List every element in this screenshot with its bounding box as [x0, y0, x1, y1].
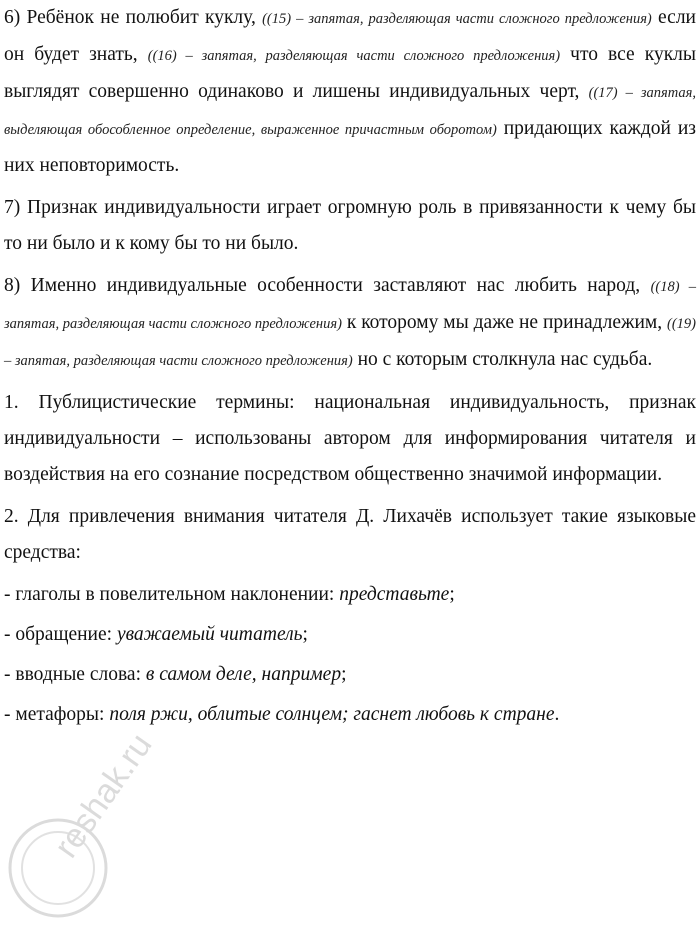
comma-note-15: ((15) – запятая, разделяющая части сложного предложения) [262, 11, 652, 27]
sentence-8 [4, 268, 696, 379]
comma-note-16: ((16) – запятая, разделяющая части сложного предложения) [147, 48, 561, 64]
sentence-6-text-3: что все куклы выглядят совершенно одинаково и лишены индивидуальных черт, [4, 44, 697, 102]
sentence-8-text-2: к которому мы даже не принадлежим, [341, 312, 668, 333]
sentence-8-text-3: но с которым столкнула нас судьба. [352, 349, 653, 370]
list-item-label: - обращение: [4, 624, 117, 645]
comma-note-17: ((17) – запятая, выделяющая обособленное определение, выраженное причастным оборотом) [4, 85, 696, 138]
list-item-label: - метафоры: [4, 704, 110, 725]
list-item [4, 577, 696, 613]
list-item-end: ; [302, 624, 308, 645]
list-item-end: ; [341, 664, 347, 685]
answer-2: 2. Для привлечения внимания читателя Д. Лихачёв использует такие языковые средства: [4, 506, 696, 563]
list-item-example: уважаемый читатель [116, 624, 303, 645]
list-item-example: поля ржи, облитые солнцем; гаснет любовь к стране [109, 704, 555, 725]
comma-note-19: ((19) – запятая, разделяющая части сложного предложения) [4, 316, 697, 369]
sentence-6-text-4: придающих каждой из них неповторимость. [4, 118, 696, 176]
list-item-example: представьте [339, 584, 450, 605]
list-item [4, 697, 696, 733]
sentence-7: 7) Признак индивидуальности играет огромную роль в привязанности к чему бы то ни было и к кому бы то ни было. [4, 197, 696, 254]
sentence-6-text-1: 6) Ребёнок не полюбит куклу, [4, 7, 263, 28]
answer-1: 1. Публицистические термины: национальная индивидуальность, признак индивидуальности – использованы автором для информирования читателя и воздействия на его сознание посредством общественно значимой информации. [4, 392, 696, 485]
list-item-label: - вводные слова: [4, 664, 146, 685]
watermark-text: reshak.ru [47, 726, 160, 865]
list-item-end: . [554, 704, 560, 725]
sentence-6 [4, 0, 696, 184]
list-item-label: - глаголы в повелительном наклонении: [4, 584, 340, 605]
list-item-example: в самом деле, например [145, 664, 342, 685]
sentence-6-text-2: если он будет знать, [4, 7, 696, 65]
sentence-8-text-1: 8) Именно индивидуальные особенности заставляют нас любить народ, [4, 275, 651, 296]
comma-note-18: ((18) – запятая, разделяющая части сложного предложения) [4, 279, 696, 332]
list-item-end: ; [449, 584, 455, 605]
list-item [4, 657, 696, 693]
list-item [4, 617, 696, 653]
